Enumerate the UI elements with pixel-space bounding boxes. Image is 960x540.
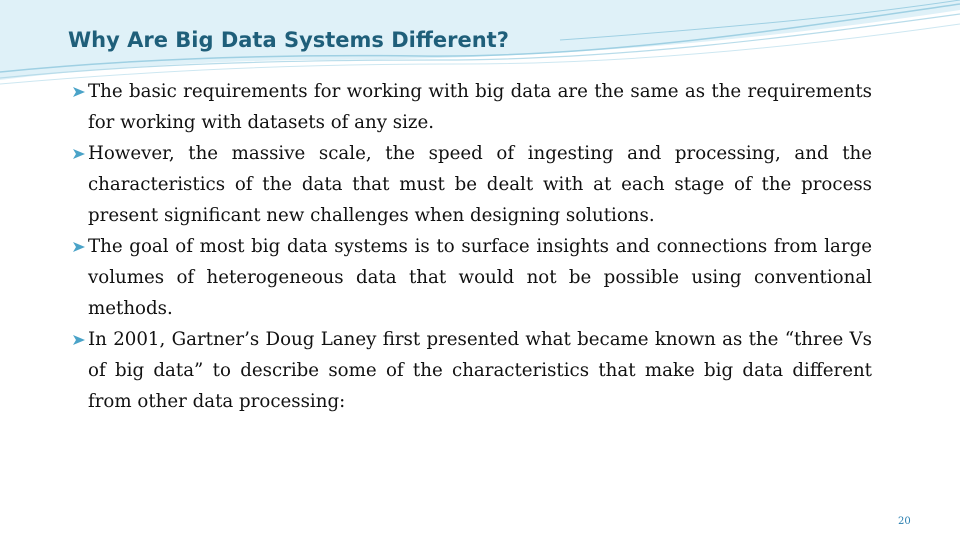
slide-title: Why Are Big Data Systems Different? xyxy=(68,28,509,52)
bullet-item xyxy=(72,138,872,231)
bullet-arrow-icon xyxy=(72,86,86,98)
bullet-item xyxy=(72,76,872,138)
bullet-text: The basic requirements for working with big data are the same as the requirements for working with datasets of any size. xyxy=(88,81,872,133)
bullet-arrow-icon xyxy=(72,334,86,346)
page-number: 20 xyxy=(898,516,911,527)
bullet-text: In 2001, Gartner’s Doug Laney first presented what became known as the “three Vs of big data” to describe some of the characteristics that make big data different from other data processing: xyxy=(88,329,872,412)
bullet-item xyxy=(72,324,872,417)
bullet-arrow-icon xyxy=(72,148,86,160)
bullet-text: However, the massive scale, the speed of ingesting and processing, and the characteristics of the data that must be dealt with at each stage of the process present significant new challenges when designing solutions. xyxy=(88,143,872,226)
bullet-arrow-icon xyxy=(72,241,86,253)
bullet-text: The goal of most big data systems is to surface insights and connections from large volumes of heterogeneous data that would not be possible using conventional methods. xyxy=(88,236,872,319)
bullet-item xyxy=(72,231,872,324)
bullet-list xyxy=(72,76,872,417)
